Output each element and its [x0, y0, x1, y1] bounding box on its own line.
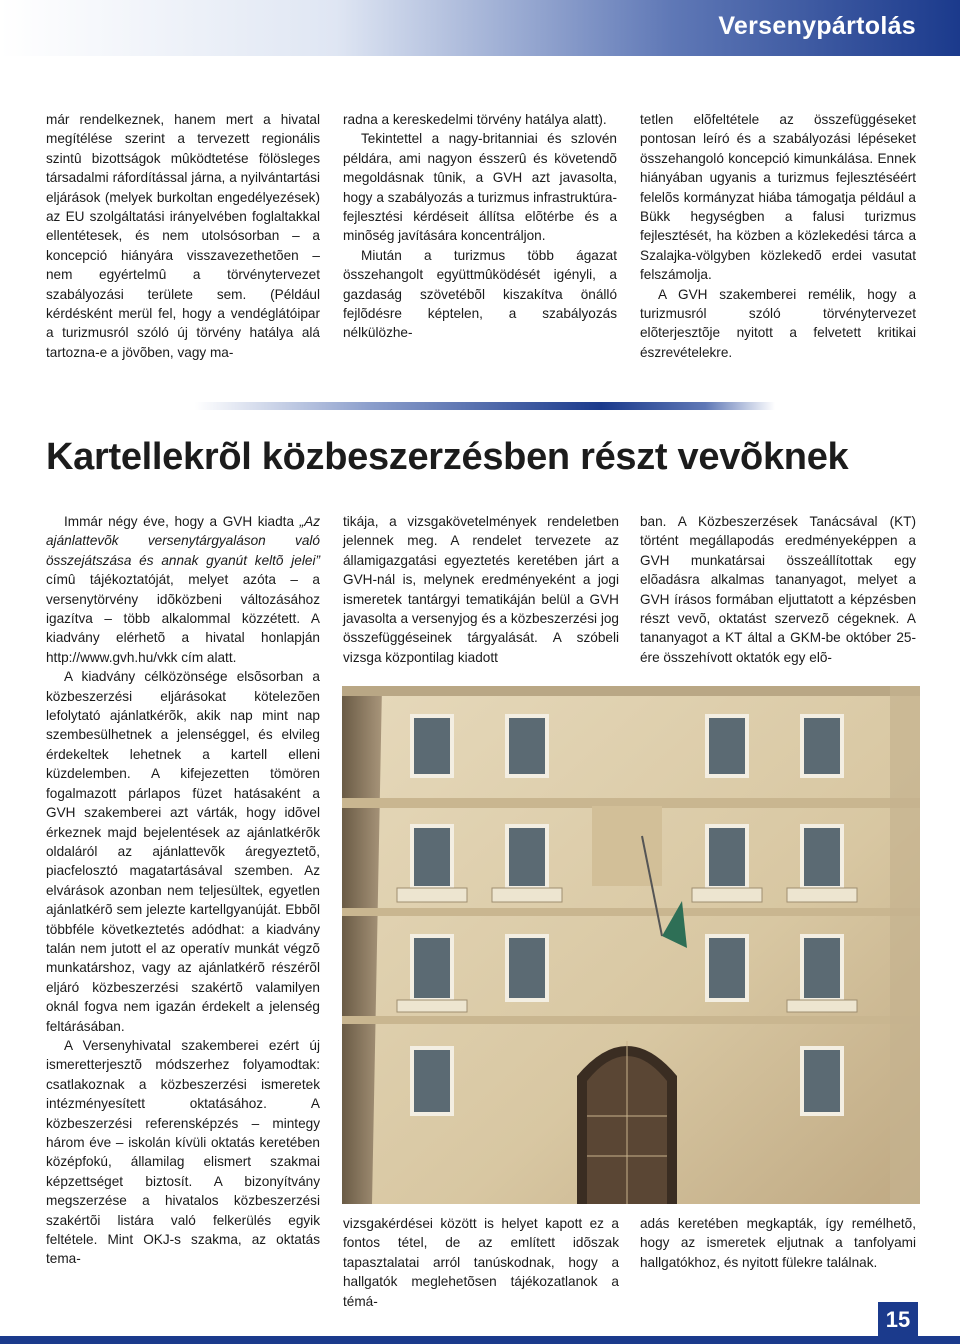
paragraph: tetlen elõfeltétele az összefüggéseket pontosan leíró és a szabályozási lépéseket összehangoló koncepció kimunkálása. Ennek hiányában ugyanis a turizmus fejlesztéséért felelõs kormányzat hiába támogatja például a Bükk hegységben a falusi turizmus fejlesztését, ha közben a közlekedési tárca a Szalajka-völgyben közlekedõ erdei vasutat felszámolja. [640, 112, 916, 283]
article-column-3-top [640, 512, 916, 667]
article-column-2-bottom [343, 1214, 619, 1311]
paragraph: Miután a turizmus több ágazat összehangolt együttmûködését igényli, a gazdaság szövetébõl kiszakítva önálló fejlõdésre képtelen, a szabályozás nélkülözhe- [343, 247, 617, 341]
text-run: címû tájékoztatóját, melyet azóta – a versenytörvény idõközbeni változásához igazítva – több alkalommal közzétett. A kiadvány elérhetõ a hivatal honlapján http://www.gvh.hu/vkk cím alatt. [46, 572, 320, 665]
footer-bar [0, 1336, 960, 1344]
top-column-3 [640, 110, 916, 362]
article-title: Kartellekrõl közbeszerzésben részt vevõknek [46, 436, 849, 478]
paragraph: A GVH szakemberei remélik, hogy a turizmusról szóló törvénytervezet elõterjesztõje nyitott a felvetett kritikai észrevételekre. [640, 286, 916, 360]
header-banner [0, 0, 960, 56]
paragraph [46, 512, 320, 667]
paragraph: ban. A Közbeszerzések Tanácsával (KT) történt megállapodás eredményeképpen a GVH munkatársai összeállítottak egy elõadásra alkalmas tananyagot, melyet a GVH írásos formában eljuttatott a képzésben részt vevõ, oktatást szervezõ cégeknek. A tananyagot a KT által a GKM-be október 25-ére összehívott oktatók egy elõ- [640, 514, 916, 665]
page-number: 15 [878, 1302, 918, 1338]
section-title: Versenypártolás [718, 12, 916, 40]
paragraph: A Versenyhivatal szakemberei ezért új ismeretterjesztõ módszerhez folyamodtak: csatlakoznak a közbeszerzési ismeretek intézményesített oktatásához. A közbeszerzési referensképzés – mintegy három éve – iskolán kívüli oktatás keretében középfokú, államilag elismert szakmai képzettséget biztosít. A bizonyítvány megszerzése a hivatalos közbeszerzési szakértõi listára való felkerülés egyik feltétele. Mint OKJ-s szakma, az oktatás tema- [46, 1037, 320, 1267]
section-divider [195, 402, 775, 410]
building-illustration [342, 686, 920, 1204]
publication-title: „Az ajánlattevõk versenytárgyaláson való összejátszása és annak gyanút keltõ jelei” [46, 514, 320, 568]
paragraph: tikája, a vizsgakövetelmények rendeletben jelennek meg. A rendelet tervezete az államigazgatási egyeztetés keretében járt a GVH-nál is, melynek eredményeként a jogi ismeretek tantárgyi tematikáján belül a GVH javasolta a versenyjog és a közbeszerzési jog összefüggéseinek tárgyalását. A szóbeli vizsga központilag kiadott [343, 514, 619, 665]
paragraph: A kiadvány célközönsége elsõsorban a közbeszerzési eljárásokat kötelezõen lefolytató ajánlatkérõk, akik nap mint nap szembesülhetnek a jelenséggel, és elvileg érdekeltek lehetnek a kartell elleni küzdelemben. A kifejezetten tömören fogalmazott párlapos füzet hatásaként a GVH szakemberei azt várták, hogy idõvel érkeznek majd bejelentések az ajánlatkérõk oldaláról az ajánlattevõk áregyeztetõ, piacfelosztó magatartásával szemben. Az elvárások azonban nem teljesültek, egyetlen ajánlatkérõ sem jelezte kartellgyanúját. Ebbõl többféle következtetés adódhat: a kiadvány talán nem jutott el az operatív munkát végzõ munkatárshoz, vagy az ajánlatkérõ részérõl eljáró közbeszerzési szakértõ valamilyen oknál fogva nem igazán érdekelt a jelenség feltárásában. [46, 669, 320, 1034]
article-column-3-bottom [640, 1214, 916, 1272]
paragraph: vizsgakérdései között is helyet kapott ez a fontos tétel, de az említett idõszak tapasztalatai arról tanúskodnak, hogy a hallgatók meglehetõsen tájékozatlanok a témá- [343, 1216, 619, 1309]
paragraph: adás keretében megkapták, így remélhetõ, hogy az ismeretek eljutnak a tanfolyami hallgatókhoz, és nyitott fülekre találnak. [640, 1216, 916, 1270]
text-run: Immár négy éve, hogy a GVH kiadta [64, 514, 300, 529]
building-photo [342, 686, 920, 1204]
article-column-1 [46, 512, 320, 1269]
paragraph: Tekintettel a nagy-britanniai és szlovén példára, ami nagyon ésszerû és követendõ megoldásnak tûnik, a GVH azt javasolta, hogy a szabályozás a turizmus infrastruktúra-fejlesztési kérdéseit állítsa elõtérbe és a minõség javítására koncentráljon. [343, 131, 617, 244]
paragraph: radna a kereskedelmi törvény hatálya alatt). [343, 112, 607, 127]
paragraph: már rendelkeznek, hanem mert a hivatal megítélése szerint a tervezett regionális szintû bizottságok mûködtetése fölösleges társadalmi ráfordítással járna, a nyilvántartási eljárások (melyek burkoltan engedélyezések) az EU szolgáltatási irányelvében foglaltakkal ellentétesek, és nem utolsósorban – a koncepció hiányára visszavezethetõen – nem egyértelmû a törvénytervezet szabályozási területe sem. (Például kérdésként merül fel, hogy a vendéglátóipar a turizmusról szóló új törvény hatálya alá tartozna-e a jövõben, vagy ma- [46, 112, 320, 360]
article-column-2-top [343, 512, 619, 667]
top-column-2 [343, 110, 617, 343]
top-column-1 [46, 110, 320, 362]
